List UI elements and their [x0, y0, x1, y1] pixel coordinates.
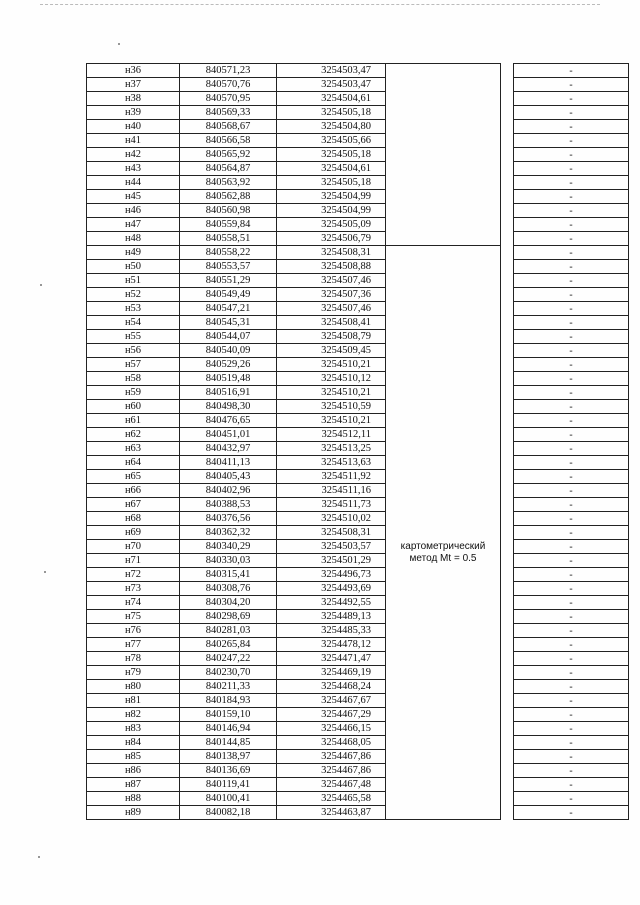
point-name-cell: н67: [87, 498, 180, 512]
y-coordinate-cell: 3254510,02: [277, 512, 386, 526]
coordinates-table-body: [87, 64, 629, 820]
y-coordinate-cell: 3254468,05: [277, 736, 386, 750]
table-row: [87, 176, 629, 190]
x-coordinate-cell: 840519,48: [180, 372, 277, 386]
table-row: [87, 708, 629, 722]
x-coordinate-cell: 840559,84: [180, 218, 277, 232]
y-coordinate-cell: 3254505,18: [277, 148, 386, 162]
y-coordinate-cell: 3254510,12: [277, 372, 386, 386]
coordinates-table: [86, 63, 629, 820]
x-coordinate-cell: 840146,94: [180, 722, 277, 736]
table-row: [87, 582, 629, 596]
y-coordinate-cell: 3254503,57: [277, 540, 386, 554]
method-name: картометрический: [400, 540, 486, 552]
x-coordinate-cell: 840265,84: [180, 638, 277, 652]
note-cell: -: [514, 232, 629, 246]
x-coordinate-cell: 840569,33: [180, 106, 277, 120]
x-coordinate-cell: 840498,30: [180, 400, 277, 414]
y-coordinate-cell: 3254467,67: [277, 694, 386, 708]
table-row: [87, 722, 629, 736]
y-coordinate-cell: 3254467,86: [277, 750, 386, 764]
table-row: [87, 666, 629, 680]
x-coordinate-cell: 840545,31: [180, 316, 277, 330]
table-row: [87, 400, 629, 414]
scan-speck: [38, 856, 40, 858]
y-coordinate-cell: 3254511,73: [277, 498, 386, 512]
point-name-cell: н70: [87, 540, 180, 554]
y-coordinate-cell: 3254471,47: [277, 652, 386, 666]
x-coordinate-cell: 840476,65: [180, 414, 277, 428]
x-coordinate-cell: 840565,92: [180, 148, 277, 162]
table-row: [87, 260, 629, 274]
y-coordinate-cell: 3254468,24: [277, 680, 386, 694]
note-cell: -: [514, 386, 629, 400]
method-cell-empty: [386, 64, 501, 246]
x-coordinate-cell: 840560,98: [180, 204, 277, 218]
y-coordinate-cell: 3254501,29: [277, 554, 386, 568]
table-row: [87, 456, 629, 470]
point-name-cell: н68: [87, 512, 180, 526]
y-coordinate-cell: 3254505,09: [277, 218, 386, 232]
point-name-cell: н86: [87, 764, 180, 778]
note-cell: -: [514, 190, 629, 204]
note-cell: -: [514, 330, 629, 344]
table-row: [87, 92, 629, 106]
table-row: [87, 218, 629, 232]
table-row: [87, 316, 629, 330]
point-name-cell: н61: [87, 414, 180, 428]
x-coordinate-cell: 840144,85: [180, 736, 277, 750]
x-coordinate-cell: 840516,91: [180, 386, 277, 400]
point-name-cell: н63: [87, 442, 180, 456]
point-name-cell: н84: [87, 736, 180, 750]
x-coordinate-cell: 840558,22: [180, 246, 277, 260]
y-coordinate-cell: 3254510,21: [277, 358, 386, 372]
y-coordinate-cell: 3254512,11: [277, 428, 386, 442]
note-cell: -: [514, 344, 629, 358]
point-name-cell: н59: [87, 386, 180, 400]
table-row: [87, 610, 629, 624]
table-row: [87, 568, 629, 582]
table-row: [87, 302, 629, 316]
table-row: [87, 498, 629, 512]
x-coordinate-cell: 840551,29: [180, 274, 277, 288]
y-coordinate-cell: 3254467,86: [277, 764, 386, 778]
y-coordinate-cell: 3254478,12: [277, 638, 386, 652]
note-cell: -: [514, 260, 629, 274]
table-row: [87, 246, 629, 260]
x-coordinate-cell: 840570,95: [180, 92, 277, 106]
point-name-cell: н65: [87, 470, 180, 484]
y-coordinate-cell: 3254485,33: [277, 624, 386, 638]
x-coordinate-cell: 840376,56: [180, 512, 277, 526]
y-coordinate-cell: 3254511,16: [277, 484, 386, 498]
point-name-cell: н64: [87, 456, 180, 470]
x-coordinate-cell: 840558,51: [180, 232, 277, 246]
point-name-cell: н76: [87, 624, 180, 638]
x-coordinate-cell: 840281,03: [180, 624, 277, 638]
table-row: [87, 638, 629, 652]
table-row: [87, 764, 629, 778]
point-name-cell: н77: [87, 638, 180, 652]
point-name-cell: н55: [87, 330, 180, 344]
scan-speck: [44, 571, 46, 573]
point-name-cell: н56: [87, 344, 180, 358]
table-row: [87, 134, 629, 148]
point-name-cell: н46: [87, 204, 180, 218]
y-coordinate-cell: 3254506,79: [277, 232, 386, 246]
y-coordinate-cell: 3254508,31: [277, 246, 386, 260]
point-name-cell: н39: [87, 106, 180, 120]
note-cell: -: [514, 120, 629, 134]
note-cell: -: [514, 512, 629, 526]
note-cell: -: [514, 148, 629, 162]
point-name-cell: н41: [87, 134, 180, 148]
x-coordinate-cell: 840411,13: [180, 456, 277, 470]
x-coordinate-cell: 840547,21: [180, 302, 277, 316]
table-row: [87, 512, 629, 526]
table-row: [87, 526, 629, 540]
note-cell: -: [514, 106, 629, 120]
table-row: [87, 778, 629, 792]
note-cell: -: [514, 694, 629, 708]
point-name-cell: н37: [87, 78, 180, 92]
y-coordinate-cell: 3254510,21: [277, 386, 386, 400]
x-coordinate-cell: 840315,41: [180, 568, 277, 582]
point-name-cell: н71: [87, 554, 180, 568]
note-cell: -: [514, 568, 629, 582]
y-coordinate-cell: 3254510,21: [277, 414, 386, 428]
point-name-cell: н57: [87, 358, 180, 372]
point-name-cell: н53: [87, 302, 180, 316]
column-gap: [501, 64, 514, 820]
point-name-cell: н78: [87, 652, 180, 666]
note-cell: -: [514, 498, 629, 512]
note-cell: -: [514, 582, 629, 596]
note-cell: -: [514, 722, 629, 736]
x-coordinate-cell: 840568,67: [180, 120, 277, 134]
note-cell: -: [514, 554, 629, 568]
table-row: [87, 554, 629, 568]
x-coordinate-cell: 840540,09: [180, 344, 277, 358]
x-coordinate-cell: 840432,97: [180, 442, 277, 456]
point-name-cell: н38: [87, 92, 180, 106]
y-coordinate-cell: 3254513,25: [277, 442, 386, 456]
table-row: [87, 288, 629, 302]
x-coordinate-cell: 840138,97: [180, 750, 277, 764]
y-coordinate-cell: 3254503,47: [277, 78, 386, 92]
point-name-cell: н82: [87, 708, 180, 722]
x-coordinate-cell: 840340,29: [180, 540, 277, 554]
point-name-cell: н52: [87, 288, 180, 302]
y-coordinate-cell: 3254469,19: [277, 666, 386, 680]
point-name-cell: н80: [87, 680, 180, 694]
method-cell: [386, 246, 501, 820]
x-coordinate-cell: 840184,93: [180, 694, 277, 708]
x-coordinate-cell: 840119,41: [180, 778, 277, 792]
y-coordinate-cell: 3254507,46: [277, 302, 386, 316]
x-coordinate-cell: 840100,41: [180, 792, 277, 806]
x-coordinate-cell: 840544,07: [180, 330, 277, 344]
y-coordinate-cell: 3254465,58: [277, 792, 386, 806]
note-cell: -: [514, 638, 629, 652]
y-coordinate-cell: 3254509,45: [277, 344, 386, 358]
note-cell: -: [514, 680, 629, 694]
y-coordinate-cell: 3254504,99: [277, 190, 386, 204]
x-coordinate-cell: 840451,01: [180, 428, 277, 442]
table-row: [87, 78, 629, 92]
x-coordinate-cell: 840402,96: [180, 484, 277, 498]
note-cell: -: [514, 764, 629, 778]
table-row: [87, 204, 629, 218]
table-row: [87, 372, 629, 386]
table-row: [87, 190, 629, 204]
point-name-cell: н74: [87, 596, 180, 610]
y-coordinate-cell: 3254508,31: [277, 526, 386, 540]
note-cell: -: [514, 218, 629, 232]
note-cell: -: [514, 792, 629, 806]
table-row: [87, 106, 629, 120]
y-coordinate-cell: 3254505,18: [277, 176, 386, 190]
scan-speck: [40, 284, 42, 286]
x-coordinate-cell: 840566,58: [180, 134, 277, 148]
note-cell: -: [514, 470, 629, 484]
y-coordinate-cell: 3254489,13: [277, 610, 386, 624]
y-coordinate-cell: 3254508,88: [277, 260, 386, 274]
x-coordinate-cell: 840230,70: [180, 666, 277, 680]
note-cell: -: [514, 246, 629, 260]
table-row: [87, 148, 629, 162]
table-row: [87, 484, 629, 498]
note-cell: -: [514, 442, 629, 456]
point-name-cell: н60: [87, 400, 180, 414]
table-row: [87, 596, 629, 610]
table-row: [87, 428, 629, 442]
point-name-cell: н73: [87, 582, 180, 596]
x-coordinate-cell: 840304,20: [180, 596, 277, 610]
note-cell: -: [514, 526, 629, 540]
y-coordinate-cell: 3254508,79: [277, 330, 386, 344]
y-coordinate-cell: 3254504,61: [277, 92, 386, 106]
point-name-cell: н87: [87, 778, 180, 792]
table-row: [87, 624, 629, 638]
y-coordinate-cell: 3254505,66: [277, 134, 386, 148]
x-coordinate-cell: 840563,92: [180, 176, 277, 190]
y-coordinate-cell: 3254503,47: [277, 64, 386, 78]
point-name-cell: н45: [87, 190, 180, 204]
y-coordinate-cell: 3254467,48: [277, 778, 386, 792]
x-coordinate-cell: 840564,87: [180, 162, 277, 176]
table-row: [87, 694, 629, 708]
note-cell: -: [514, 204, 629, 218]
x-coordinate-cell: 840570,76: [180, 78, 277, 92]
y-coordinate-cell: 3254492,55: [277, 596, 386, 610]
table-row: [87, 358, 629, 372]
x-coordinate-cell: 840330,03: [180, 554, 277, 568]
table-row: [87, 680, 629, 694]
note-cell: -: [514, 78, 629, 92]
y-coordinate-cell: 3254505,18: [277, 106, 386, 120]
point-name-cell: н89: [87, 806, 180, 820]
point-name-cell: н75: [87, 610, 180, 624]
y-coordinate-cell: 3254511,92: [277, 470, 386, 484]
y-coordinate-cell: 3254504,99: [277, 204, 386, 218]
note-cell: -: [514, 134, 629, 148]
x-coordinate-cell: 840571,23: [180, 64, 277, 78]
y-coordinate-cell: 3254504,80: [277, 120, 386, 134]
table-row: [87, 330, 629, 344]
table-row: [87, 274, 629, 288]
note-cell: -: [514, 666, 629, 680]
x-coordinate-cell: 840298,69: [180, 610, 277, 624]
point-name-cell: н83: [87, 722, 180, 736]
point-name-cell: н50: [87, 260, 180, 274]
x-coordinate-cell: 840388,53: [180, 498, 277, 512]
x-coordinate-cell: 840553,57: [180, 260, 277, 274]
point-name-cell: н88: [87, 792, 180, 806]
method-accuracy: метод Mt = 0.5: [409, 552, 477, 564]
table-row: [87, 540, 629, 554]
note-cell: -: [514, 484, 629, 498]
y-coordinate-cell: 3254467,29: [277, 708, 386, 722]
note-cell: -: [514, 316, 629, 330]
x-coordinate-cell: 840308,76: [180, 582, 277, 596]
point-name-cell: н47: [87, 218, 180, 232]
table-row: [87, 652, 629, 666]
scan-speck: [118, 43, 120, 45]
x-coordinate-cell: 840082,18: [180, 806, 277, 820]
point-name-cell: н58: [87, 372, 180, 386]
x-coordinate-cell: 840529,26: [180, 358, 277, 372]
point-name-cell: н62: [87, 428, 180, 442]
scan-top-edge: [40, 4, 600, 7]
point-name-cell: н85: [87, 750, 180, 764]
point-name-cell: н43: [87, 162, 180, 176]
point-name-cell: н49: [87, 246, 180, 260]
x-coordinate-cell: 840362,32: [180, 526, 277, 540]
note-cell: -: [514, 414, 629, 428]
x-coordinate-cell: 840405,43: [180, 470, 277, 484]
note-cell: -: [514, 750, 629, 764]
note-cell: -: [514, 806, 629, 820]
point-name-cell: н66: [87, 484, 180, 498]
note-cell: -: [514, 358, 629, 372]
note-cell: -: [514, 372, 629, 386]
table-row: [87, 162, 629, 176]
y-coordinate-cell: 3254507,36: [277, 288, 386, 302]
note-cell: -: [514, 610, 629, 624]
y-coordinate-cell: 3254513,63: [277, 456, 386, 470]
y-coordinate-cell: 3254507,46: [277, 274, 386, 288]
note-cell: -: [514, 736, 629, 750]
table-row: [87, 806, 629, 820]
table-row: [87, 792, 629, 806]
y-coordinate-cell: 3254463,87: [277, 806, 386, 820]
point-name-cell: н44: [87, 176, 180, 190]
note-cell: -: [514, 540, 629, 554]
point-name-cell: н79: [87, 666, 180, 680]
point-name-cell: н42: [87, 148, 180, 162]
x-coordinate-cell: 840136,69: [180, 764, 277, 778]
table-row: [87, 120, 629, 134]
note-cell: -: [514, 162, 629, 176]
y-coordinate-cell: 3254510,59: [277, 400, 386, 414]
note-cell: -: [514, 176, 629, 190]
point-name-cell: н36: [87, 64, 180, 78]
y-coordinate-cell: 3254508,41: [277, 316, 386, 330]
note-cell: -: [514, 596, 629, 610]
table-row: [87, 64, 629, 78]
point-name-cell: н81: [87, 694, 180, 708]
table-row: [87, 736, 629, 750]
x-coordinate-cell: 840159,10: [180, 708, 277, 722]
point-name-cell: н54: [87, 316, 180, 330]
note-cell: -: [514, 302, 629, 316]
note-cell: -: [514, 288, 629, 302]
table-row: [87, 386, 629, 400]
note-cell: -: [514, 624, 629, 638]
table-row: [87, 414, 629, 428]
point-name-cell: н72: [87, 568, 180, 582]
note-cell: -: [514, 778, 629, 792]
point-name-cell: н48: [87, 232, 180, 246]
point-name-cell: н69: [87, 526, 180, 540]
note-cell: -: [514, 64, 629, 78]
table-row: [87, 750, 629, 764]
note-cell: -: [514, 708, 629, 722]
x-coordinate-cell: 840247,22: [180, 652, 277, 666]
note-cell: -: [514, 428, 629, 442]
note-cell: -: [514, 400, 629, 414]
table-row: [87, 344, 629, 358]
note-cell: -: [514, 652, 629, 666]
note-cell: -: [514, 274, 629, 288]
y-coordinate-cell: 3254504,61: [277, 162, 386, 176]
note-cell: -: [514, 456, 629, 470]
table-row: [87, 232, 629, 246]
y-coordinate-cell: 3254493,69: [277, 582, 386, 596]
x-coordinate-cell: 840549,49: [180, 288, 277, 302]
x-coordinate-cell: 840211,33: [180, 680, 277, 694]
point-name-cell: н51: [87, 274, 180, 288]
point-name-cell: н40: [87, 120, 180, 134]
table-row: [87, 442, 629, 456]
y-coordinate-cell: 3254466,15: [277, 722, 386, 736]
table-row: [87, 470, 629, 484]
x-coordinate-cell: 840562,88: [180, 190, 277, 204]
y-coordinate-cell: 3254496,73: [277, 568, 386, 582]
note-cell: -: [514, 92, 629, 106]
